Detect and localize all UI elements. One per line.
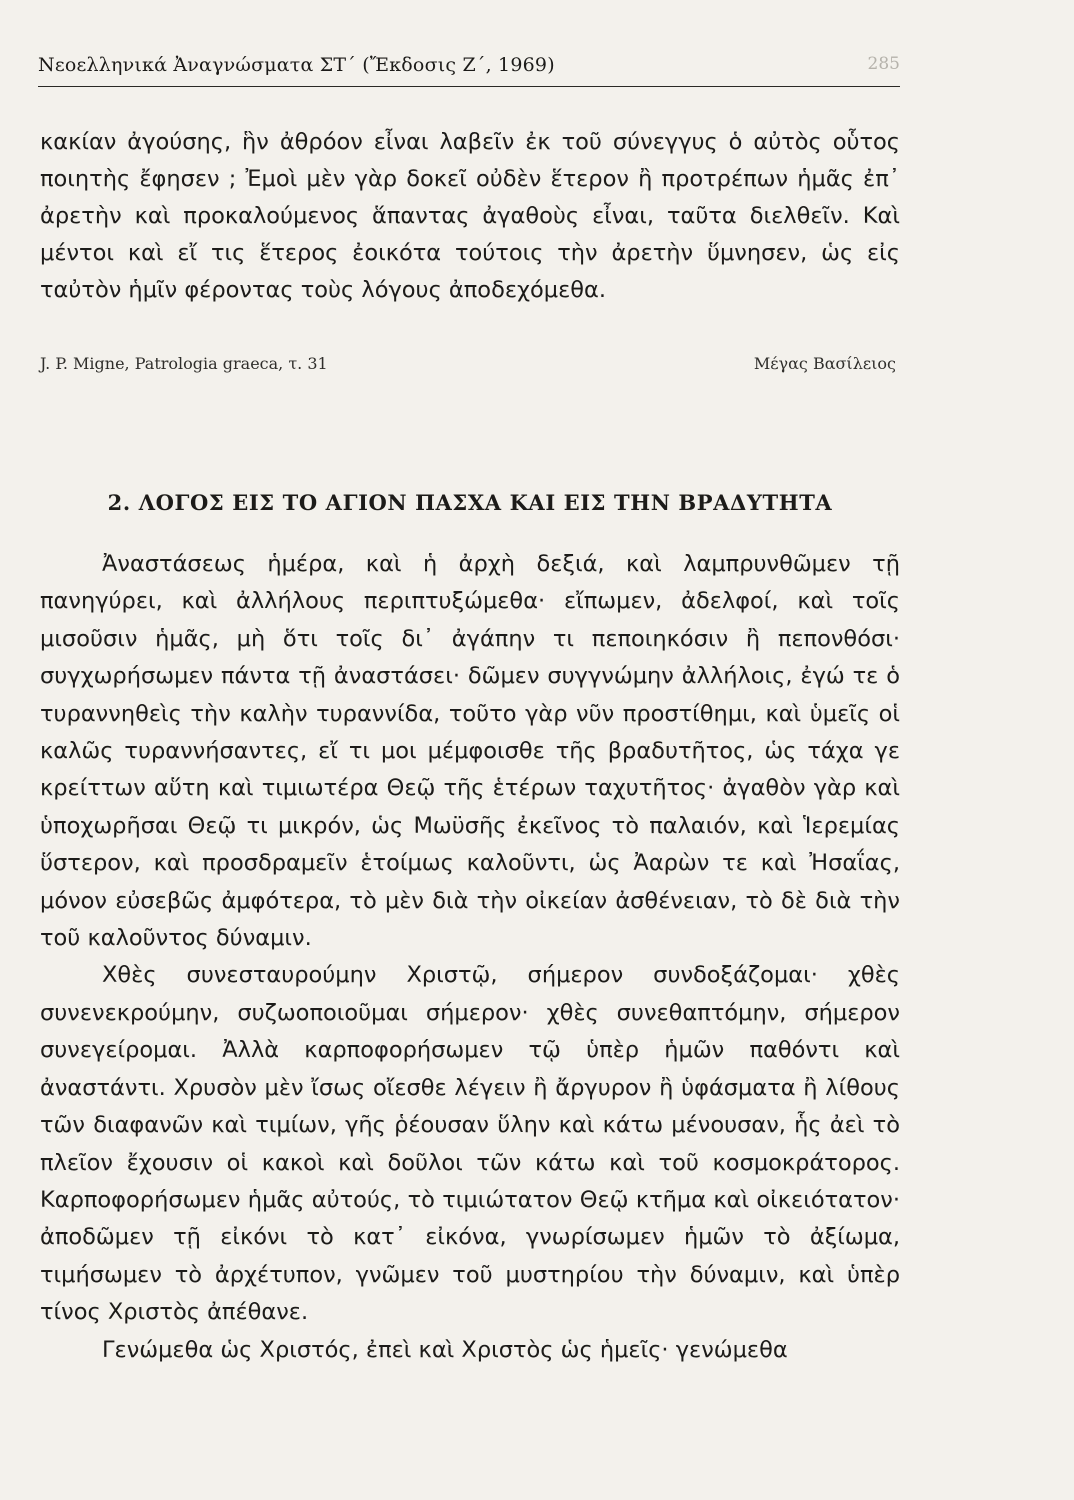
header-title: Νεοελληνικά Ἀναγνώσματα ΣΤ΄ (Ἔκδοσις Ζ΄, 1969) <box>38 54 555 76</box>
paragraph-2: Χθὲς συνεσταυρούμην Χριστῷ, σήμερον συνδοξάζομαι· χθὲς συνενεκρούμην, συζωοποιοῦμαι σήμερον· χθὲς συνεθαπτόμην, σήμερον συνεγείρομαι. Ἀλλὰ καρποφορήσωμεν τῷ ὑπὲρ ἡμῶν παθόντι καὶ ἀναστάντι. Χρυσὸν μὲν ἴσως οἴεσθε λέγειν ἢ ἄργυρον ἢ ὑφάσματα ἢ λίθους τῶν διαφανῶν καὶ τιμίων, γῆς ῥέουσαν ὕλην καὶ κάτω μένουσαν, ἧς ἀεὶ τὸ πλεῖον ἔχουσιν οἱ κακοὶ καὶ δοῦλοι τῶν κάτω καὶ τοῦ κοσμοκράτορος. Καρποφορήσωμεν ἡμᾶς αὐτούς, τὸ τιμιώτατον Θεῷ κτῆμα καὶ οἰκειότατον· ἀποδῶμεν τῇ εἰκόνι τὸ κατ᾽ εἰκόνα, γνωρίσωμεν ἡμῶν τὸ ἀξίωμα, τιμήσωμεν τὸ ἀρχέτυπον, γνῶμεν τοῦ μυστηρίου τὴν δύναμιν, καὶ ὑπὲρ τίνος Χριστὸς ἀπέθανε. <box>40 962 900 1326</box>
source-citation: J. P. Migne, Patrologia graeca, τ. 31 <box>40 354 328 373</box>
section-heading: 2. ΛΟΓΟΣ ΕΙΣ ΤΟ ΑΓΙΟΝ ΠΑΣΧΑ ΚΑΙ ΕΙΣ ΤΗΝ ΒΡΑΔΥΤΗΤΑ <box>107 490 833 515</box>
passage-basil-text: κακίαν ἀγούσης, ἣν ἀθρόον εἶναι λαβεῖν ἐκ τοῦ σύνεγγυς ὁ αὐτὸς οὗτος ποιητὴς ἔφησεν ; Ἐμοὶ μὲν γὰρ δοκεῖ οὐδὲν ἕτερον ἢ προτρέπων ἡμᾶς ἐπ᾽ ἀρετὴν καὶ προκαλούμενος ἅπαντας ἀγαθοὺς εἶναι, ταῦτα διελθεῖν. Καὶ μέντοι καὶ εἴ τις ἕτερος ἐοικότα τούτοις τὴν ἀρετὴν ὕμνησεν, ὡς εἰς ταὐτὸν ἡμῖν φέροντας τοὺς λόγους ἀποδεχόμεθα. <box>40 129 900 303</box>
paragraph-1: Ἀναστάσεως ἡμέρα, καὶ ἡ ἀρχὴ δεξιά, καὶ λαμπρυνθῶμεν τῇ πανηγύρει, καὶ ἀλλήλους περιπτυξώμεθα· εἴπωμεν, ἀδελφοί, καὶ τοῖς μισοῦσιν ἡμᾶς, μὴ ὅτι τοῖς δι᾽ ἀγάπην τι πεποιηκόσιν ἢ πεπονθόσι· συγχωρήσωμεν πάντα τῇ ἀναστάσει· δῶμεν συγγνώμην ἀλλήλοις, ἐγώ τε ὁ τυραννηθεὶς τὴν καλὴν τυραννίδα, τοῦτο γὰρ νῦν προστίθημι, καὶ ὑμεῖς οἱ καλῶς τυραννήσαντες, εἴ τι μοι μέμφοισθε τῆς βραδυτῆτος, ὡς τάχα γε κρείττων αὕτη καὶ τιμιωτέρα Θεῷ τῆς ἑτέρων ταχυτῆτος· ἀγαθὸν γὰρ καὶ ὑποχωρῆσαι Θεῷ τι μικρόν, ὡς Μωϋσῆς ἐκεῖνος τὸ παλαιόν, καὶ Ἱερεμίας ὕστερον, καὶ προσδραμεῖν ἑτοίμως καλοῦντι, ὡς Ἀαρὼν τε καὶ Ἠσαΐας, μόνον εὐσεβῶς ἀμφότερα, τὸ μὲν διὰ τὴν οἰκείαν ἀσθένειαν, τὸ δὲ διὰ τὴν τοῦ καλοῦντος δύναμιν. <box>40 551 900 952</box>
source-author: Μέγας Βασίλειος <box>753 354 896 373</box>
passage-basil <box>40 124 900 309</box>
source-attribution <box>40 354 900 380</box>
paragraph-3: Γενώμεθα ὡς Χριστός, ἐπεὶ καὶ Χριστὸς ὡς ἡμεῖς· γενώμεθα <box>102 1336 788 1363</box>
passage-gregory <box>40 546 900 1369</box>
page-number: 285 <box>867 54 900 74</box>
running-header <box>38 54 900 87</box>
